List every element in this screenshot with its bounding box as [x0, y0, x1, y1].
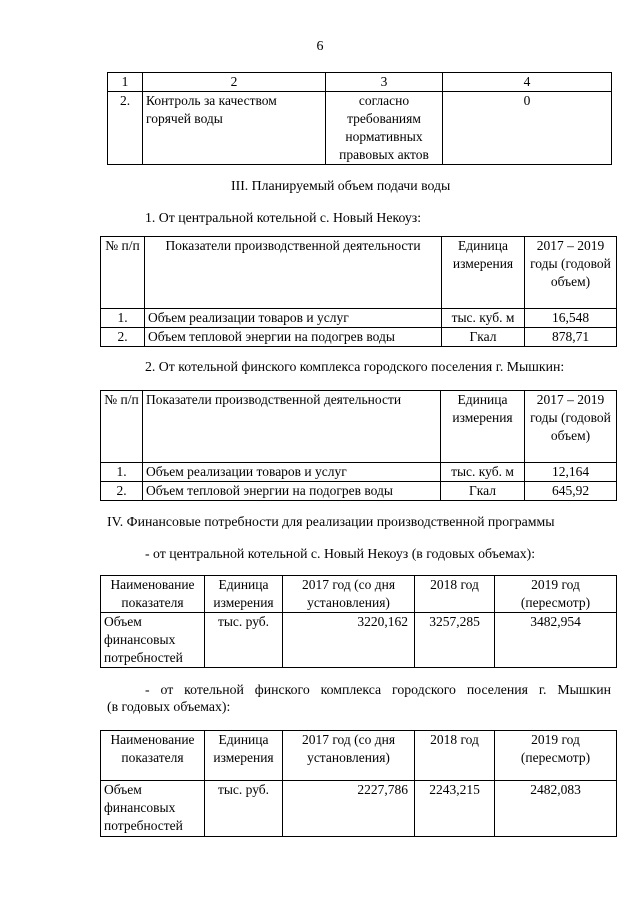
row-unit: тыс. куб. м: [441, 463, 525, 482]
col-header: 2: [143, 73, 326, 92]
row-value: 12,164: [525, 463, 617, 482]
row-value-2017: 2227,786: [283, 781, 415, 837]
row-value-2019: 3482,954: [495, 613, 617, 668]
table-header-row: [101, 731, 617, 781]
section-3-title: III. Планируемый объем подачи воды: [231, 178, 451, 193]
col-header-unit: Единица измерения: [442, 237, 525, 309]
table-header-row: [101, 576, 617, 613]
row-name: Контроль за качеством горячей воды: [143, 92, 326, 165]
row-number: 2.: [101, 482, 143, 501]
row-number: 1.: [101, 463, 143, 482]
row-number: 2.: [108, 92, 143, 165]
subsection-1-title: 1. От центральной котельной с. Новый Некоуз:: [145, 210, 422, 225]
row-basis: согласно требованиям нормативных правовых актов: [326, 92, 443, 165]
col-header-2019: 2019 год (пересмотр): [495, 731, 617, 781]
volume-table-2: [100, 390, 617, 501]
col-header: 4: [443, 73, 612, 92]
row-number: 2.: [101, 328, 145, 347]
section-4-title: IV. Финансовые потребности для реализации производственной программы: [107, 514, 555, 529]
page-number: 6: [316, 39, 324, 54]
row-value-2018: 3257,285: [415, 613, 495, 668]
quality-table: [107, 72, 612, 165]
col-header-unit: Единица измерения: [205, 576, 283, 613]
table-header-row: [101, 237, 617, 309]
row-name: Объем финансовых потребностей: [101, 781, 205, 837]
row-unit: Гкал: [442, 328, 525, 347]
col-header-2018: 2018 год: [415, 731, 495, 781]
col-header-unit: Единица измерения: [441, 391, 525, 463]
row-value-2018: 2243,215: [415, 781, 495, 837]
col-header-num: № п/п: [101, 391, 143, 463]
col-header-name: Наименование показателя: [101, 731, 205, 781]
table-header-row: [101, 391, 617, 463]
col-header-indicator: Показатели производственной деятельности: [145, 237, 442, 309]
row-unit: тыс. руб.: [205, 781, 283, 837]
table-row: [101, 309, 617, 328]
row-value: 645,92: [525, 482, 617, 501]
table-row: [108, 92, 612, 165]
row-name: Объем финансовых потребностей: [101, 613, 205, 668]
col-header-period: 2017 – 2019 годы (годовой объем): [525, 237, 617, 309]
col-header: 1: [108, 73, 143, 92]
col-header-2017: 2017 год (со дня установления): [283, 731, 415, 781]
table-header-row: [108, 73, 612, 92]
row-name: Объем тепловой энергии на подогрев воды: [143, 482, 441, 501]
financial-table-2: [100, 730, 617, 837]
subsection-2-title: 2. От котельной финского комплекса городского поселения г. Мышкин:: [145, 359, 565, 374]
row-number: 1.: [101, 309, 145, 328]
row-value-2017: 3220,162: [283, 613, 415, 668]
col-header-indicator: Показатели производственной деятельности: [143, 391, 441, 463]
col-header-2019: 2019 год (пересмотр): [495, 576, 617, 613]
col-header-2017: 2017 год (со дня установления): [283, 576, 415, 613]
table-row: [101, 328, 617, 347]
financial-2-title: - от котельной финского комплекса городского поселения г. Мышкин: [145, 682, 611, 697]
financial-1-title: - от центральной котельной с. Новый Некоуз (в годовых объемах):: [145, 546, 536, 561]
col-header-name: Наименование показателя: [101, 576, 205, 613]
financial-table-1: [100, 575, 617, 668]
row-value: 0: [443, 92, 612, 165]
row-value-2019: 2482,083: [495, 781, 617, 837]
col-header-period: 2017 – 2019 годы (годовой объем): [525, 391, 617, 463]
row-unit: Гкал: [441, 482, 525, 501]
col-header: 3: [326, 73, 443, 92]
col-header-2018: 2018 год: [415, 576, 495, 613]
row-value: 878,71: [525, 328, 617, 347]
row-name: Объем тепловой энергии на подогрев воды: [145, 328, 442, 347]
financial-2-title-cont: (в годовых объемах):: [107, 699, 231, 714]
col-header-unit: Единица измерения: [205, 731, 283, 781]
volume-table-1: [100, 236, 617, 347]
row-unit: тыс. куб. м: [442, 309, 525, 328]
row-name: Объем реализации товаров и услуг: [145, 309, 442, 328]
row-name: Объем реализации товаров и услуг: [143, 463, 441, 482]
table-row: [101, 463, 617, 482]
table-row: [101, 613, 617, 668]
row-unit: тыс. руб.: [205, 613, 283, 668]
table-row: [101, 781, 617, 837]
table-row: [101, 482, 617, 501]
row-value: 16,548: [525, 309, 617, 328]
col-header-num: № п/п: [101, 237, 145, 309]
